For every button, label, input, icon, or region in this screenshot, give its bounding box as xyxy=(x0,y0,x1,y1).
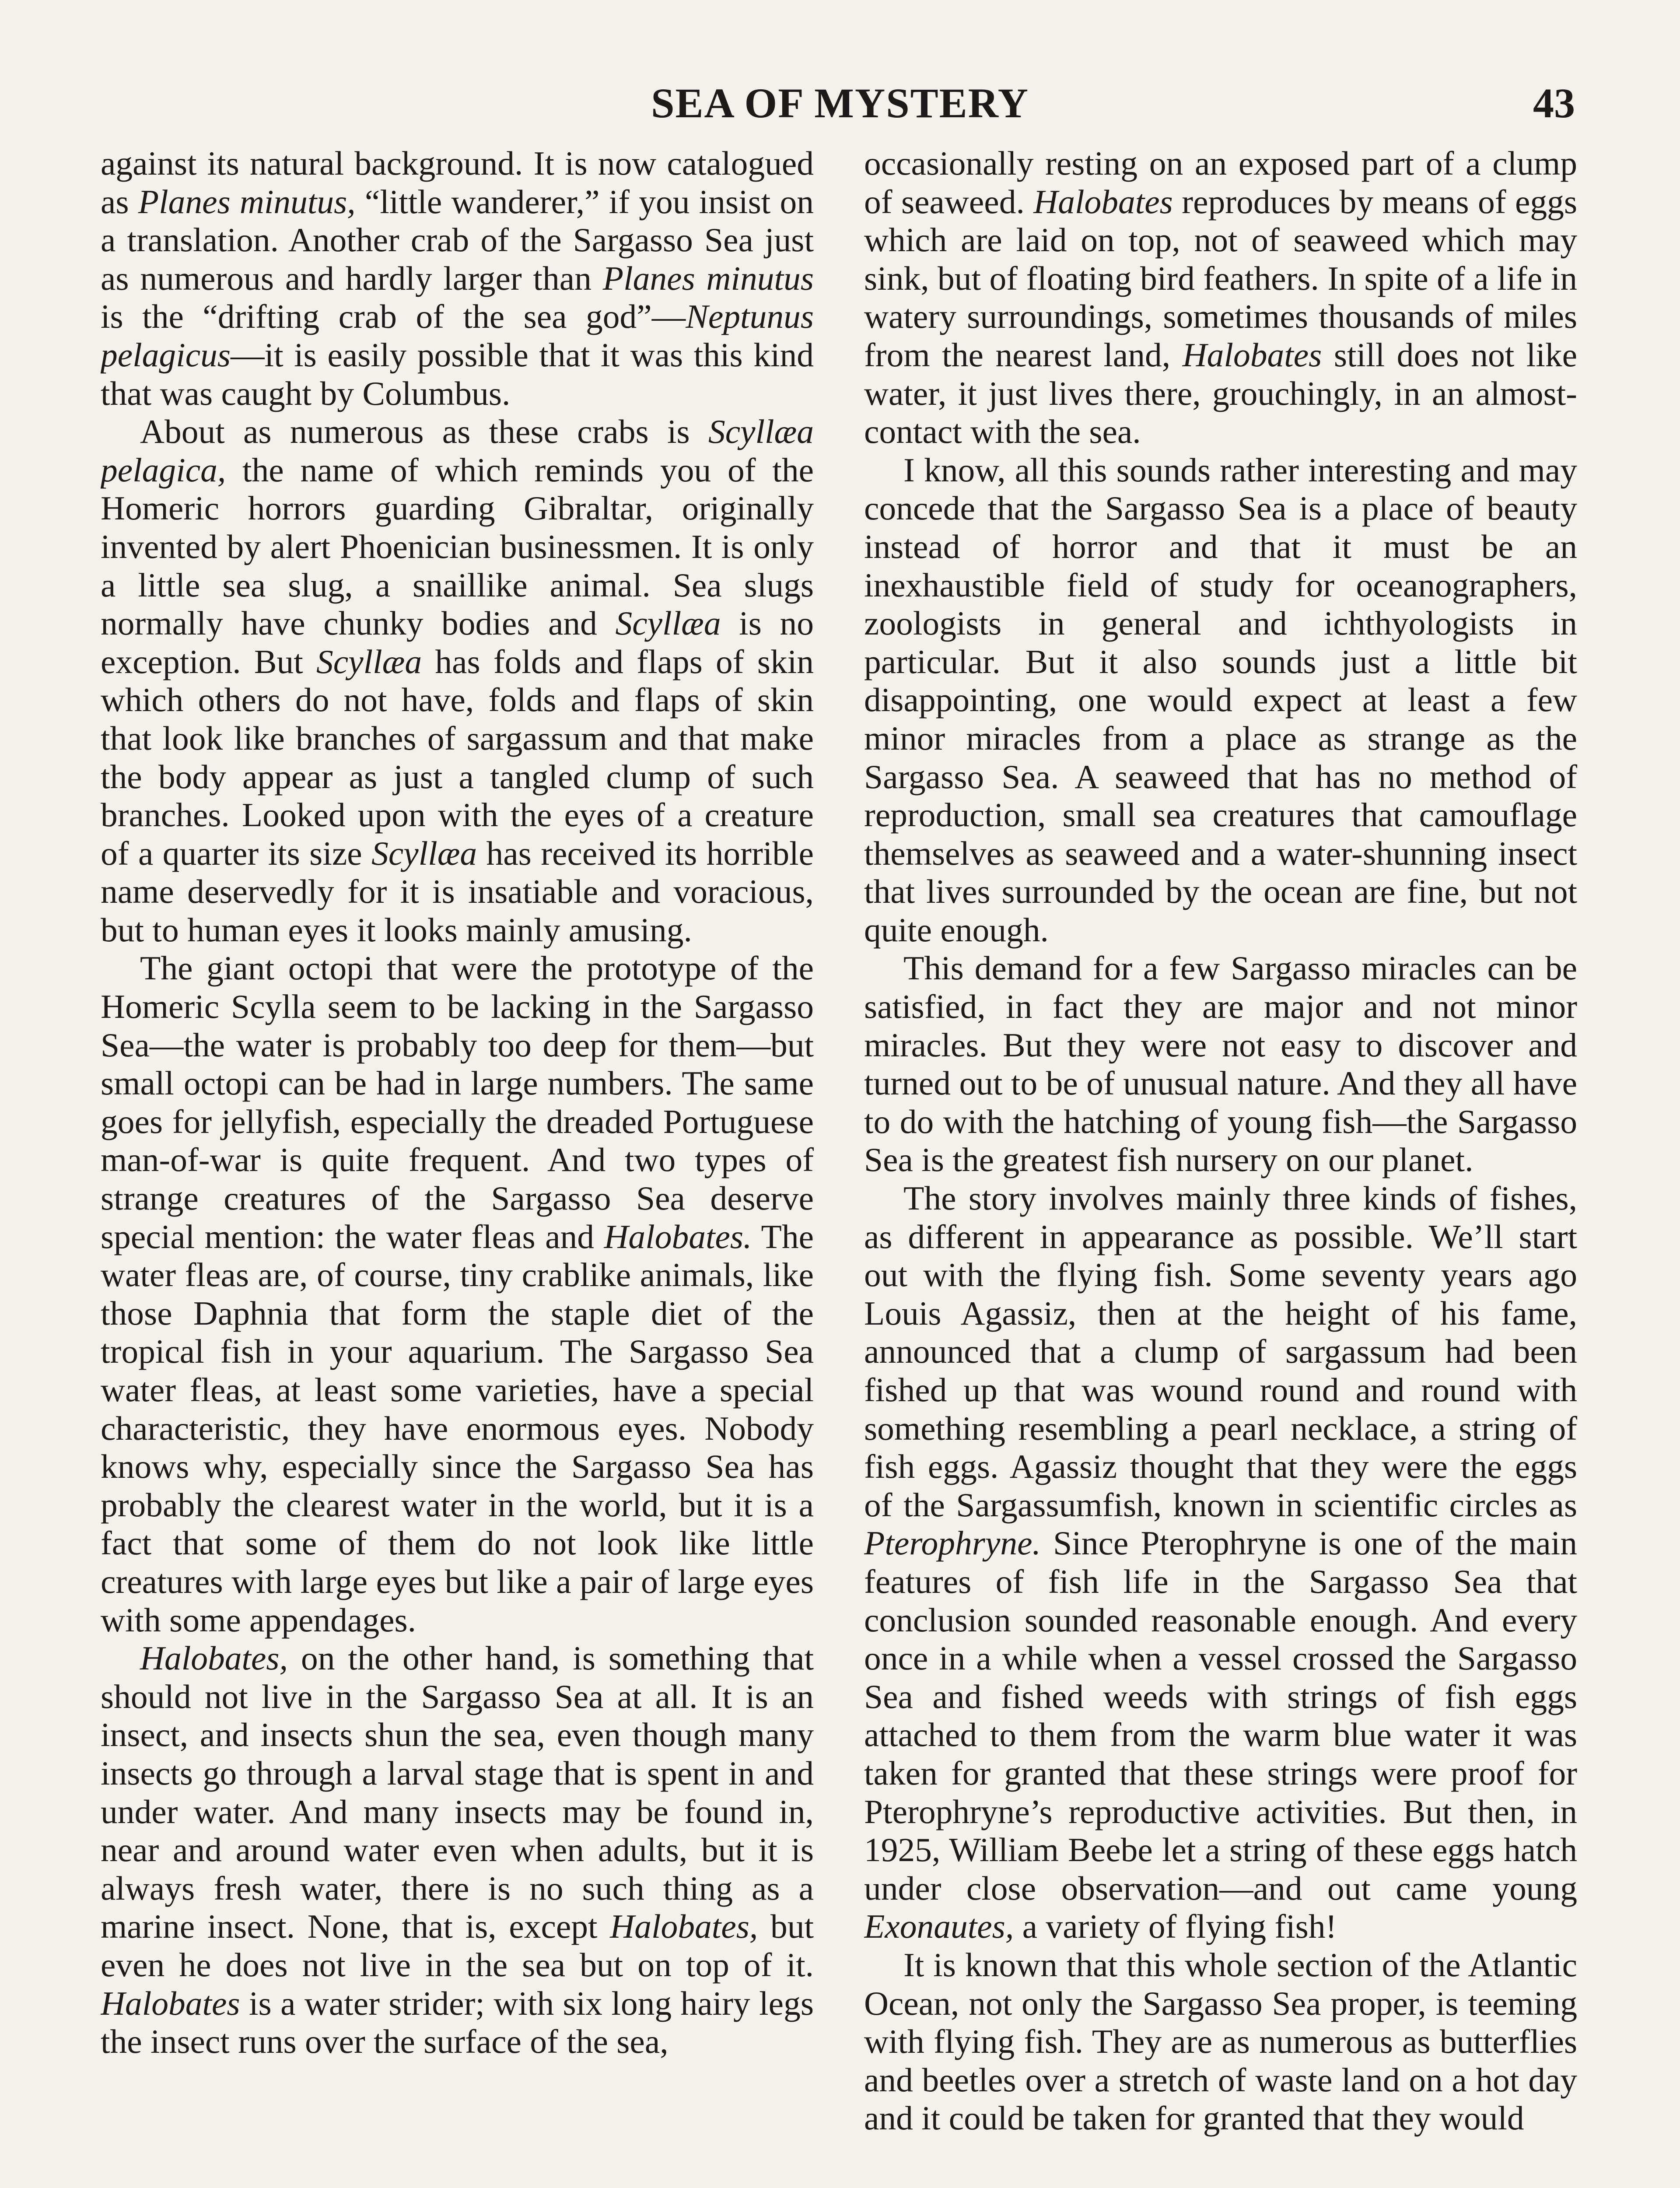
running-title: SEA OF MYSTERY xyxy=(651,80,1029,126)
paragraph: I know, all this sounds rather interesting and may concede that the Sargasso Sea is a place of beauty instead of horror and that it must be an inexhaustible field of study for oceanographers, zoologists in general and ichthyologists in particular. But it also sounds just a little bit disappointing, one would expect at least a few minor miracles from a place as strange as the Sargasso Sea. A seaweed that has no method of reproduction, small sea creatures that camouflage themselves as seaweed and a water-shunning insect that lives surrounded by the ocean are fine, but not quite enough. xyxy=(864,451,1577,949)
right-column xyxy=(864,144,1577,2188)
paragraph: The story involves mainly three kinds of fishes, as different in appearance as possible. We’ll start out with the flying fish. Some seventy years ago Louis Agassiz, then at the height of his fame, announced that a clump of sargassum had been fished up that was wound round and round with something resembling a pearl necklace, a string of fish eggs. Agassiz thought that they were the eggs of the Sargassumfish, known in scientific circles as Pterophryne. Since Pterophryne is one of the main features of fish life in the Sargasso Sea that conclusion sounded reasonable enough. And every once in a while when a vessel crossed the Sargasso Sea and fished weeds with strings of fish eggs attached to them from the warm blue water it was taken for granted that these strings were proof for Pterophryne’s reproductive activities. But then, in 1925, William Beebe let a string of these eggs hatch under close observation—and out came young Exonautes, a variety of flying fish! xyxy=(864,1179,1577,1946)
paragraph: This demand for a few Sargasso miracles can be satisfied, in fact they are major and not minor miracles. But they were not easy to discover and turned out to be of unusual nature. And they all have to do with the hatching of young fish—the Sargasso Sea is the greatest fish nursery on our planet. xyxy=(864,949,1577,1179)
paragraph: against its natural background. It is now catalogued as Planes minutus, “little wanderer,” if you insist on a translation. Another crab of the Sargasso Sea just as numerous and hardly larger than Planes minutus is the “drifting crab of the sea god”—Neptunus pelagicus—it is easily possible that it was this kind that was caught by Columbus. xyxy=(101,144,814,412)
paragraph: It is known that this whole section of the Atlantic Ocean, not only the Sargasso Sea proper, is teeming with flying fish. They are as numerous as butterflies and beetles over a stretch of waste land on a hot day and it could be taken for granted that they would xyxy=(864,1946,1577,2137)
page-number: 43 xyxy=(1533,80,1575,126)
paragraph: The giant octopi that were the prototype of the Homeric Scylla seem to be lacking in the Sargasso Sea—the water is probably too deep for them—but small octopi can be had in large numbers. The same goes for jellyfish, especially the dreaded Portuguese man-of-war is quite frequent. And two types of strange creatures of the Sargasso Sea deserve special mention: the water fleas and Halobates. The water fleas are, of course, tiny crablike animals, like those Daphnia that form the staple diet of the tropical fish in your aquarium. The Sargasso Sea water fleas, at least some varieties, have a special characteristic, they have enormous eyes. Nobody knows why, especially since the Sargasso Sea has probably the clearest water in the world, but it is a fact that some of them do not look like little creatures with large eyes but like a pair of large eyes with some appendages. xyxy=(101,949,814,1639)
paragraph: About as numerous as these crabs is Scyllæa pelagica, the name of which reminds you of the Homeric horrors guarding Gibraltar, originally invented by alert Phoenician businessmen. It is only a little sea slug, a snaillike animal. Sea slugs normally have chunky bodies and Scyllæa is no exception. But Scyllæa has folds and flaps of skin which others do not have, folds and flaps of skin that look like branches of sargassum and that make the body appear as just a tangled clump of such branches. Looked upon with the eyes of a creature of a quarter its size Scyllæa has received its horrible name deservedly for it is insatiable and voracious, but to human eyes it looks mainly amusing. xyxy=(101,413,814,949)
left-column xyxy=(101,144,814,2188)
paragraph: occasionally resting on an exposed part of a clump of seaweed. Halobates reproduces by means of eggs which are laid on top, not of seaweed which may sink, but of floating bird feathers. In spite of a life in watery surroundings, sometimes thousands of miles from the nearest land, Halobates still does not like water, it just lives there, grouchingly, in an almost-contact with the sea. xyxy=(864,144,1577,451)
paragraph: Halobates, on the other hand, is something that should not live in the Sargasso Sea at all. It is an insect, and insects shun the sea, even though many insects go through a larval stage that is spent in and under water. And many insects may be found in, near and around water even when adults, but it is always fresh water, there is no such thing as a marine insect. None, that is, except Halobates, but even he does not live in the sea but on top of it. Halobates is a water strider; with six long hairy legs the insect runs over the surface of the sea, xyxy=(101,1639,814,2061)
page-header xyxy=(0,79,1680,140)
